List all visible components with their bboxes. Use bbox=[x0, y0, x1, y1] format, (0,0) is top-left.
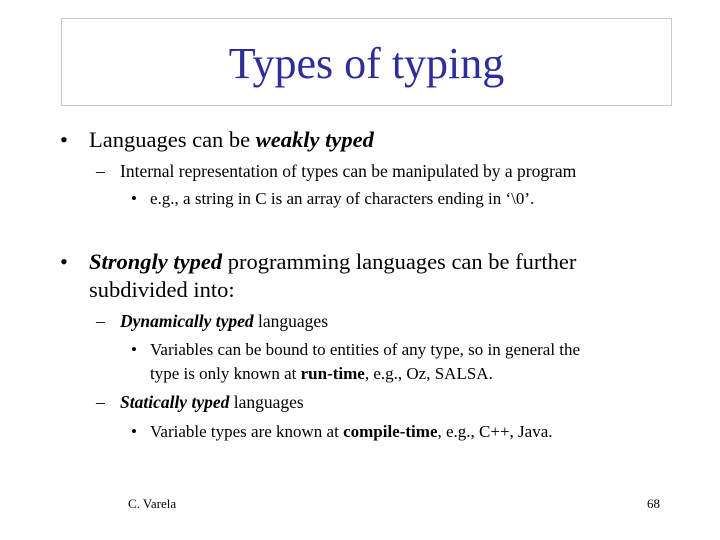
bullet-1-sub-1: Internal representation of types can be manipulated by a program bbox=[120, 161, 577, 181]
compile-time-bold: compile-time bbox=[343, 422, 438, 441]
run-time-prefix: type is only known at bbox=[150, 364, 301, 383]
compile-time-suffix: , e.g., C++, Java. bbox=[437, 422, 553, 441]
bullet-2-line-2: subdivided into: bbox=[89, 277, 235, 302]
bullet-1-prefix: Languages can be bbox=[89, 127, 256, 152]
bullet-2-suffix: programming languages can be further bbox=[222, 249, 577, 274]
dash-marker: – bbox=[96, 392, 105, 412]
compile-time-prefix: Variable types are known at bbox=[150, 422, 344, 441]
bullet-2-sub-1-emphasis: Dynamically typed bbox=[120, 311, 254, 331]
bullet-1-text bbox=[89, 127, 374, 153]
title-box bbox=[61, 18, 672, 106]
bullet-2-emphasis: Strongly typed bbox=[89, 249, 223, 274]
bullet-2-sub-2-suffix: languages bbox=[229, 392, 304, 412]
footer-author: C. Varela bbox=[128, 496, 177, 511]
bullet-2-sub-1 bbox=[120, 311, 328, 332]
run-time-suffix: , e.g., Oz, SALSA. bbox=[364, 364, 493, 383]
dot-marker: • bbox=[131, 422, 137, 441]
bullet-2-sub-1-sub-1-line-1: Variables can be bound to entities of any type, so in general the bbox=[150, 340, 581, 359]
dot-marker: • bbox=[131, 340, 137, 359]
bullet-2-sub-2-sub-1 bbox=[150, 422, 553, 442]
slide-title: Types of typing bbox=[228, 39, 505, 88]
bullet-marker: • bbox=[60, 127, 68, 152]
dash-marker: – bbox=[96, 311, 105, 331]
bullet-2-sub-1-sub-1-line-2 bbox=[150, 364, 493, 384]
bullet-2-text bbox=[89, 249, 576, 275]
bullet-2-sub-2 bbox=[120, 392, 304, 413]
bullet-1-emphasis: weakly typed bbox=[255, 127, 374, 152]
bullet-1-sub-1-sub-1: e.g., a string in C is an array of characters ending in ‘\0’. bbox=[150, 189, 535, 208]
bullet-2-sub-1-suffix: languages bbox=[253, 311, 329, 331]
run-time-bold: run-time bbox=[300, 364, 365, 383]
bullet-marker: • bbox=[60, 249, 68, 274]
bullet-2-sub-2-emphasis: Statically typed bbox=[120, 392, 230, 412]
dash-marker: – bbox=[96, 161, 105, 181]
page-number: 68 bbox=[647, 496, 660, 511]
dot-marker: • bbox=[131, 189, 137, 208]
